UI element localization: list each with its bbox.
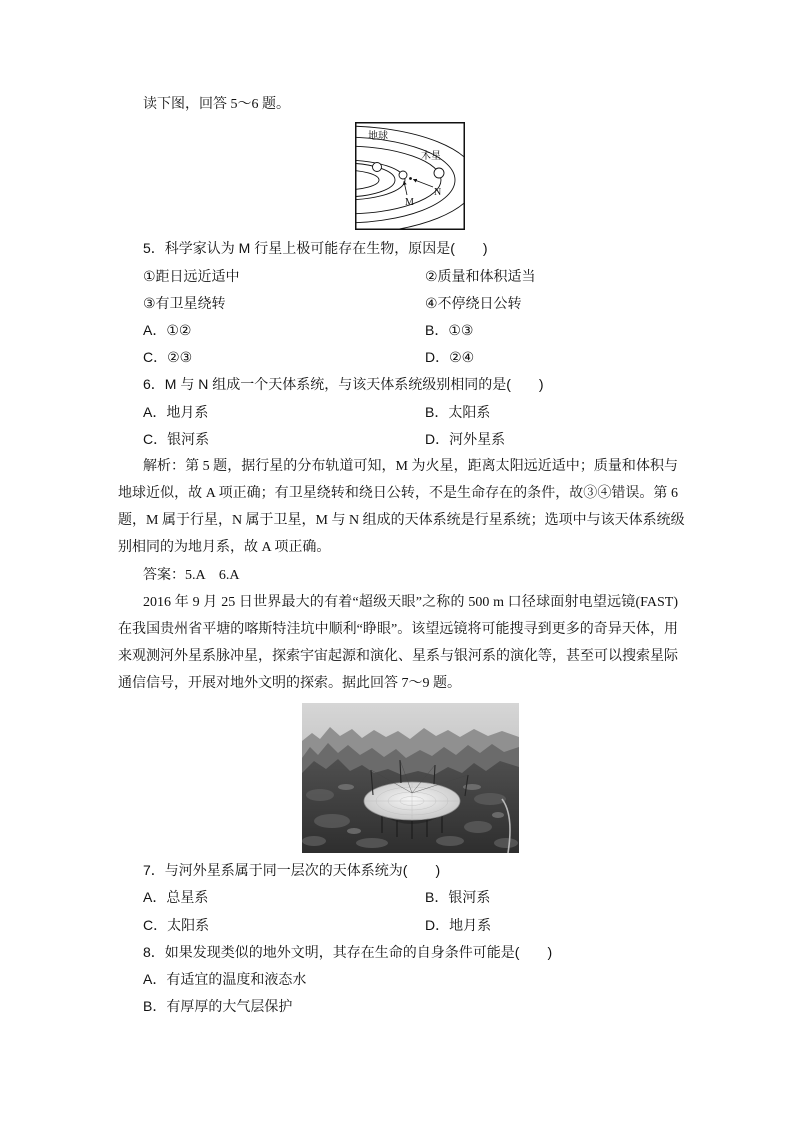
statement-2: ②质量和体积适当 bbox=[425, 267, 536, 284]
question-5-statement-row bbox=[118, 290, 678, 317]
q5-option-c: C．②③ bbox=[143, 349, 193, 366]
earth-marker bbox=[373, 162, 382, 171]
question-6-option-row bbox=[118, 399, 678, 426]
jupiter-marker bbox=[434, 168, 444, 178]
q7-option-d: D．地月系 bbox=[425, 916, 492, 933]
question-5-statement-row bbox=[118, 263, 678, 290]
answer-line: 答案：5.A 6.A bbox=[143, 567, 240, 583]
analysis-line: 地球近似，故 A 项正确；有卫星绕转和绕日公转，不是生命存在的条件，故③④错误。第 6 bbox=[118, 486, 678, 502]
q7-option-a: A．总星系 bbox=[143, 889, 209, 906]
question-5-option-row bbox=[118, 317, 678, 344]
q6-option-b: B．太阳系 bbox=[425, 403, 491, 420]
analysis-line: 别相同的为地月系，故 A 项正确。 bbox=[118, 540, 331, 556]
m-label: M bbox=[405, 196, 414, 208]
q5-option-a: A．①② bbox=[143, 321, 192, 338]
orbit-ellipse bbox=[355, 170, 379, 190]
q6-option-d: D．河外星系 bbox=[425, 430, 506, 447]
m-pointer-arrow bbox=[404, 181, 407, 195]
orbit-diagram bbox=[355, 122, 465, 230]
passage-line: 在我国贵州省平塘的喀斯特洼坑中顺利“睁眼”。该望远镜将可能搜寻到更多的奇异天体，用 bbox=[118, 622, 678, 637]
q6-option-a: A．地月系 bbox=[143, 403, 209, 420]
telescope-photo-block bbox=[118, 698, 678, 858]
question-5-option-row bbox=[118, 344, 678, 371]
question-7-option-row bbox=[118, 912, 678, 939]
page-content bbox=[118, 91, 685, 1020]
intro-questions-5-6: 读下图，回答 5～6 题。 bbox=[143, 97, 290, 113]
q8-option-b: B．有厚厚的大气层保护 bbox=[143, 998, 293, 1015]
question-6-option-row bbox=[118, 426, 678, 453]
q5-option-b: B．①③ bbox=[425, 321, 474, 338]
statement-4: ④不停绕日公转 bbox=[425, 294, 522, 311]
question-5-stem: 5．科学家认为 M 行星上极可能存在生物，原因是( ) bbox=[143, 240, 488, 257]
jupiter-label: 木星 bbox=[421, 150, 441, 162]
n-label: N bbox=[434, 186, 442, 198]
statement-1: ①距日远近适中 bbox=[143, 267, 240, 284]
fast-telescope-photo bbox=[302, 703, 519, 853]
q8-option-a: A．有适宜的温度和液态水 bbox=[143, 970, 307, 987]
q7-option-b: B．银河系 bbox=[425, 889, 491, 906]
orbit-diagram-block bbox=[118, 119, 678, 236]
earth-label: 地球 bbox=[368, 130, 388, 142]
passage-line: 通信信号，开展对地外文明的探索。据此回答 7～9 题。 bbox=[118, 676, 461, 692]
question-6-stem: 6．M 与 N 组成一个天体系统，与该天体系统级别相同的是( ) bbox=[143, 376, 544, 393]
q5-option-d: D．②④ bbox=[425, 349, 475, 366]
analysis-line: 解析：第 5 题，据行星的分布轨道可知，M 为火星，距离太阳远近适中；质量和体积与 bbox=[143, 458, 678, 474]
passage-line: 来观测河外星系脉冲星，探索宇宙起源和演化、星系与银河系的演化等，甚至可以搜索星际 bbox=[118, 649, 678, 665]
question-7-stem: 7．与河外星系属于同一层次的天体系统为( ) bbox=[143, 862, 441, 879]
satellite-n-marker bbox=[409, 177, 412, 180]
statement-3: ③有卫星绕转 bbox=[143, 294, 226, 311]
n-pointer-arrow bbox=[414, 179, 434, 187]
question-7-option-row bbox=[118, 884, 678, 911]
question-8-stem: 8．如果发现类似的地外文明，其存在生命的自身条件可能是( ) bbox=[143, 943, 553, 960]
q6-option-c: C．银河系 bbox=[143, 430, 210, 447]
analysis-line: 题，M 属于行星，N 属于卫星，M 与 N 组成的天体系统是行星系统；选项中与该天体系统级 bbox=[118, 513, 685, 529]
planet-m-marker bbox=[399, 171, 407, 179]
passage-line: 2016 年 9 月 25 日世界最大的有着“超级天眼”之称的 500 m 口径球面射电望远镜(FAST) bbox=[143, 594, 678, 610]
q7-option-c: C．太阳系 bbox=[143, 916, 210, 933]
